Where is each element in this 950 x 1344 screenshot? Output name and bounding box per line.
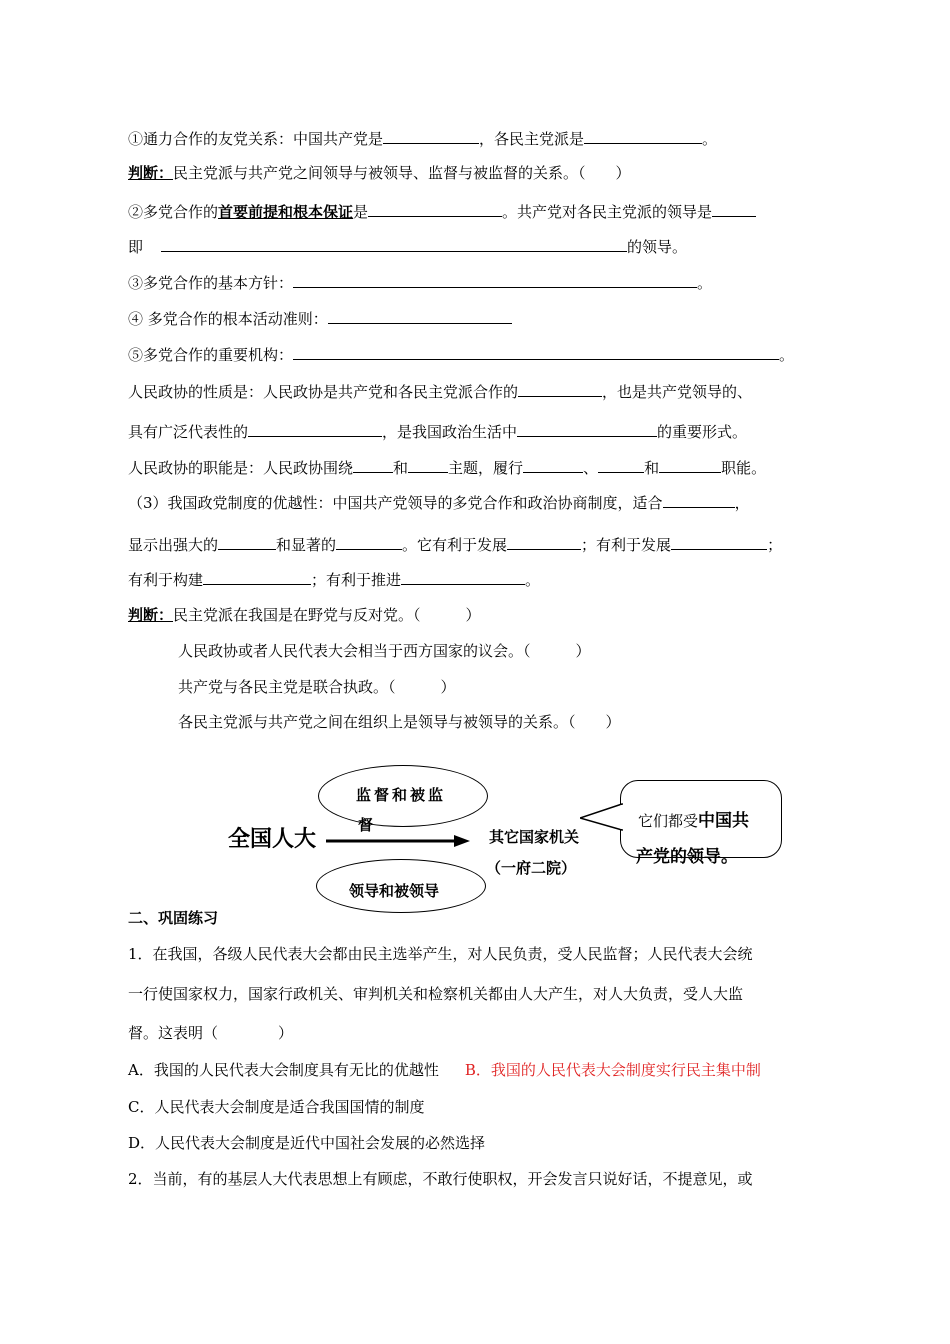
blank[interactable] — [408, 457, 448, 473]
line-friendly-party — [128, 128, 717, 149]
judge-label: 判断： — [128, 164, 174, 182]
text: 人民政协的职能是：人民政协围绕 — [128, 459, 354, 477]
other-organs-label: 其它国家机关 — [489, 828, 580, 846]
q1-line-2: 一行使国家权力，国家行政机关、审判机关和检察机关都由人大产生，对人大负责，受人大监 — [128, 985, 744, 1003]
line-principle — [128, 308, 512, 329]
blank[interactable] — [248, 421, 382, 437]
line-cppcc-nature-2 — [128, 421, 747, 442]
text: 。共产党对各民主党派的领导是 — [502, 203, 713, 221]
text: ②多党合作的 — [128, 203, 219, 221]
text: 的重要形式。 — [657, 423, 748, 441]
blank[interactable] — [663, 492, 735, 508]
text: 主题，履行 — [448, 459, 524, 477]
text: 具有广泛代表性的 — [128, 423, 249, 441]
judge-label: 判断： — [128, 606, 174, 624]
text: 有利于构建 — [128, 571, 204, 589]
blank[interactable] — [518, 381, 602, 397]
line-superiority-3 — [128, 569, 540, 590]
text: ⑤多党合作的重要机构： — [128, 346, 294, 364]
option-c[interactable]: C．人民代表大会制度是适合我国国情的制度 — [128, 1098, 425, 1116]
line-institution — [128, 344, 794, 365]
text: 中国共 — [698, 811, 750, 831]
blank[interactable] — [336, 534, 402, 550]
line-policy — [128, 272, 712, 293]
q1-options-ab — [128, 1060, 761, 1080]
text: ；有利于发展 — [581, 536, 672, 554]
text: 。 — [702, 130, 718, 148]
section-heading: 二、巩固练习 — [128, 909, 219, 927]
q2-line-1: 2．当前，有的基层人大代表思想上有顾虑，不敢行使职权，开会发言只说好话，不提意见，或 — [128, 1170, 753, 1188]
line-judge-2 — [128, 605, 481, 625]
blank[interactable] — [368, 201, 502, 217]
blank[interactable] — [293, 344, 779, 360]
blank[interactable] — [218, 534, 276, 550]
text: 人民政协的性质是：人民政协是共产党和各民主党派合作的 — [128, 383, 519, 401]
blank[interactable] — [293, 272, 697, 288]
text: 。它有利于发展 — [402, 536, 508, 554]
text: ，各民主党派是 — [479, 130, 585, 148]
text: 是 — [353, 203, 369, 221]
leadership-label: 领导和被领导 — [349, 882, 440, 900]
text: ； — [767, 536, 783, 554]
blank[interactable] — [517, 421, 657, 437]
blank[interactable] — [353, 457, 393, 473]
text: 和 — [644, 459, 660, 477]
option-d[interactable]: D．人民代表大会制度是近代中国社会发展的必然选择 — [128, 1134, 486, 1152]
blank[interactable] — [523, 457, 583, 473]
line-cppcc-function — [128, 457, 766, 478]
arrow-right-icon — [326, 832, 472, 850]
emphasis: 首要前提和根本保证 — [218, 203, 354, 221]
line-judge-1 — [128, 163, 631, 183]
text: ③多党合作的基本方针： — [128, 274, 294, 292]
blank[interactable] — [671, 534, 767, 550]
q1-line-3: 督。这表明（ ） — [128, 1024, 294, 1042]
q1-line-1: 1．在我国，各级人民代表大会都由民主选举产生，对人民负责，受人民监督；人民代表大会统 — [128, 945, 753, 963]
text: 。 — [525, 571, 541, 589]
text: ，是我国政治生活中 — [382, 423, 518, 441]
line-superiority-2 — [128, 534, 782, 555]
line-judge-3: 人民政协或者人民代表大会相当于西方国家的议会。（ ） — [178, 642, 591, 660]
text: ；有利于推进 — [311, 571, 402, 589]
text: 民主党派与共产党之间领导与被领导、监督与被监督的关系。（ ） — [173, 164, 631, 182]
blank[interactable] — [659, 457, 721, 473]
line-cppcc-nature — [128, 381, 752, 402]
callout-text-2: 产党的领导。 — [636, 847, 738, 867]
blank[interactable] — [401, 569, 525, 585]
line-judge-5: 各民主党派与共产党之间在组织上是领导与被领导的关系。（ ） — [178, 713, 621, 731]
text: 。 — [697, 274, 713, 292]
text: ，也是共产党领导的、 — [602, 383, 753, 401]
blank[interactable] — [383, 128, 479, 144]
text: 职能。 — [721, 459, 767, 477]
text: ④ 多党合作的根本活动准则： — [128, 310, 328, 328]
line-judge-4: 共产党与各民主党是联合执政。（ ） — [178, 678, 456, 696]
blank[interactable] — [598, 457, 644, 473]
blank[interactable] — [161, 236, 627, 252]
callout-text-1 — [638, 806, 749, 831]
text: ， — [734, 494, 750, 512]
blank[interactable] — [203, 569, 311, 585]
npc-label: 全国人大 — [228, 827, 317, 852]
text: 它们都受 — [638, 812, 699, 830]
text: 显示出强大的 — [128, 536, 219, 554]
text: 和显著的 — [276, 536, 337, 554]
line-superiority — [128, 492, 750, 513]
supervision-label-2: 督 — [358, 816, 374, 834]
blank[interactable] — [507, 534, 581, 550]
text: 民主党派在我国是在野党与反对党。（ ） — [173, 606, 481, 624]
option-b[interactable]: B．我国的人民代表大会制度实行民主集中制 — [464, 1061, 761, 1079]
text: 。 — [779, 346, 795, 364]
text: 、 — [583, 459, 599, 477]
text: （3）我国政党制度的优越性：中国共产党领导的多党合作和政治协商制度，适合 — [128, 494, 663, 512]
line-premise — [128, 201, 756, 222]
other-organs-sub: （一府二院） — [486, 859, 577, 877]
blank[interactable] — [328, 308, 512, 324]
supervision-label-1: 监督和被监 — [356, 786, 447, 804]
text: ①通力合作的友党关系：中国共产党是 — [128, 130, 384, 148]
blank[interactable] — [712, 201, 756, 217]
text: 的领导。 — [627, 238, 688, 256]
blank[interactable] — [584, 128, 702, 144]
callout-pointer-icon — [580, 800, 624, 836]
option-a[interactable]: A．我国的人民代表大会制度具有无比的优越性 — [128, 1061, 439, 1079]
line-leadership — [128, 236, 687, 257]
text: 即 — [128, 238, 144, 256]
text: 和 — [393, 459, 409, 477]
